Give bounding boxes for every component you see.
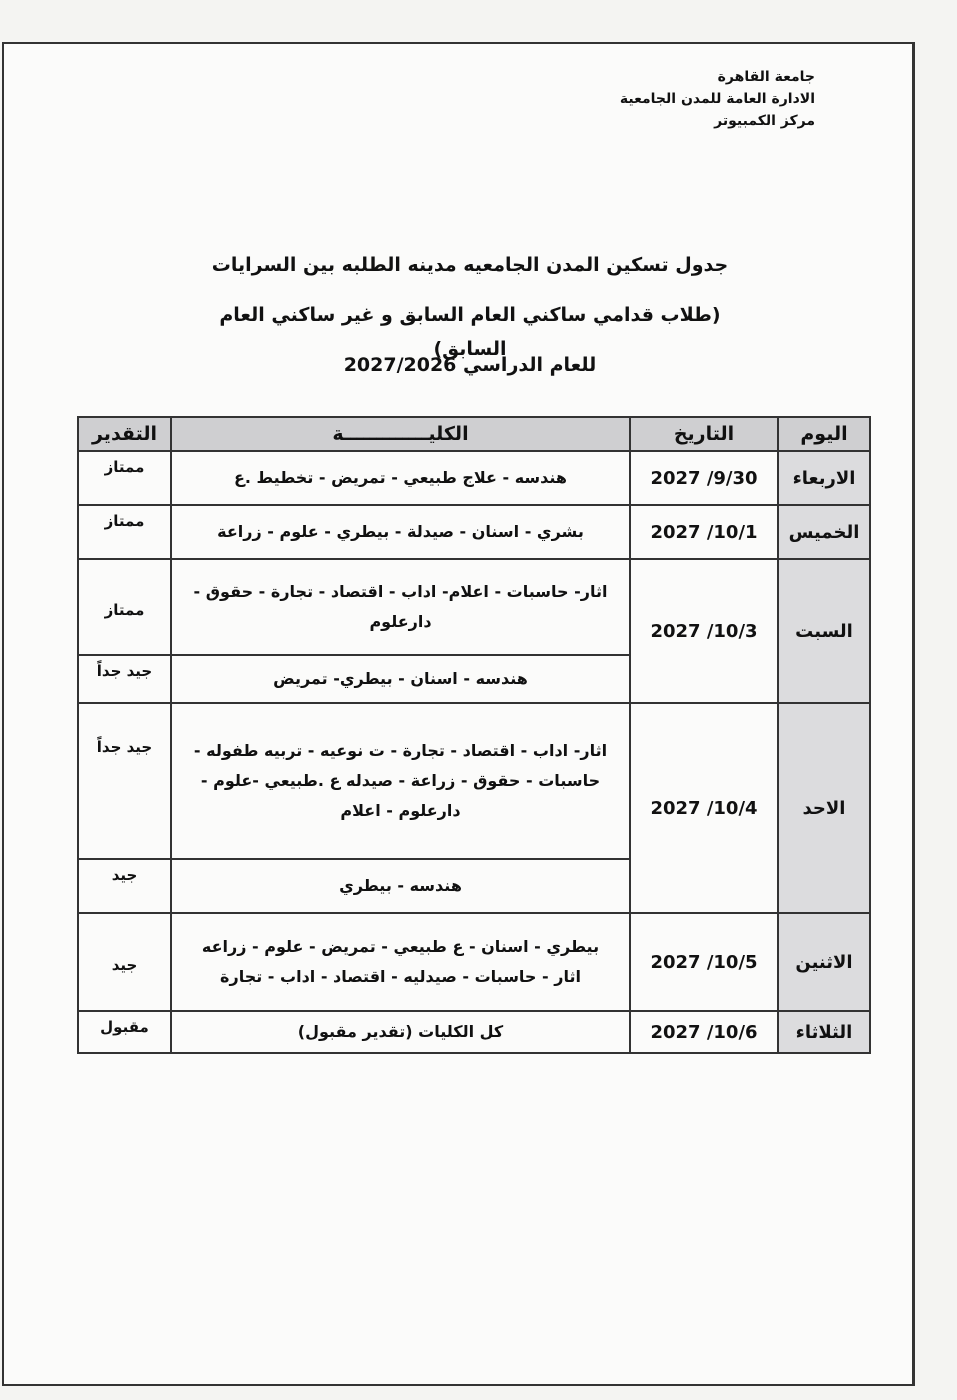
housing-schedule-table xyxy=(77,416,871,1054)
faculties-cell: هندسه - علاج طبيعي - تمريض - تخطيط .ع xyxy=(171,451,630,505)
header-date: التاريخ xyxy=(630,417,778,451)
document-title xyxy=(180,248,760,398)
day-cell: الثلاثاء xyxy=(778,1011,870,1053)
university-name: جامعة القاهرة xyxy=(717,69,815,85)
faculties-cell: هندسه - بيطري xyxy=(171,859,630,913)
date-cell: 2027 /10/3 xyxy=(630,559,778,703)
faculties-cell: اثار- حاسبات - اعلام- اداب - اقتصاد - تجارة - حقوق - دارعلوم xyxy=(171,559,630,655)
day-cell: الخميس xyxy=(778,505,870,559)
grade-cell: جيد xyxy=(78,859,171,913)
date-cell: 2027 /10/6 xyxy=(630,1011,778,1053)
faculties-cell: اثار- اداب - اقتصاد - تجارة - ت نوعيه - تربيه طفوله - حاسبات - حقوق - زراعة - صيدله ع .طبيعي -علوم - دارعلوم - اعلام xyxy=(171,703,630,859)
institution-header xyxy=(620,66,815,132)
day-cell: الاربعاء xyxy=(778,451,870,505)
table-row xyxy=(78,703,870,859)
title-line-3: للعام الدراسي 2027/2026 xyxy=(343,354,597,376)
faculties-cell: هندسه - اسنان - بيطري- تمريض xyxy=(171,655,630,703)
grade-cell: جيد جداً xyxy=(78,703,171,859)
day-cell: السبت xyxy=(778,559,870,703)
grade-cell: مقبول xyxy=(78,1011,171,1053)
table-row xyxy=(78,559,870,655)
day-cell: الاحد xyxy=(778,703,870,913)
table-header-row xyxy=(78,417,870,451)
header-grade: التقدير xyxy=(78,417,171,451)
date-cell: 2027 /10/4 xyxy=(630,703,778,913)
grade-cell: ممتاز xyxy=(78,451,171,505)
center-name: مركز الكمبيوتر xyxy=(714,113,815,129)
date-cell: 2027 /10/5 xyxy=(630,913,778,1011)
date-cell: 2027 /9/30 xyxy=(630,451,778,505)
table-row xyxy=(78,913,870,1011)
administration-name: الادارة العامة للمدن الجامعية xyxy=(619,91,815,107)
grade-cell: جيد xyxy=(78,913,171,1011)
header-faculty: الكليـــــــــــــة xyxy=(171,417,630,451)
title-line-2: (طلاب قدامي ساكني العام السابق و غير ساكني العام السابق) xyxy=(219,304,721,360)
title-line-1: جدول تسكين المدن الجامعيه مدينه الطلبه بين السرايات xyxy=(211,254,729,276)
table-row xyxy=(78,1011,870,1053)
header-day: اليوم xyxy=(778,417,870,451)
day-cell: الاثنين xyxy=(778,913,870,1011)
faculties-cell: بيطري - اسنان - ع طبيعي - تمريض - علوم - زراعه اثار - حاسبات - صيدليه - اقتصاد - اداب - تجارة xyxy=(171,913,630,1011)
faculties-cell: كل الكليات (تقدير مقبول) xyxy=(171,1011,630,1053)
date-cell: 2027 /10/1 xyxy=(630,505,778,559)
faculties-cell: بشري - اسنان - صيدلة - بيطري - علوم - زراعة xyxy=(171,505,630,559)
grade-cell: ممتاز xyxy=(78,559,171,655)
table-row xyxy=(78,451,870,505)
grade-cell: جيد جداً xyxy=(78,655,171,703)
grade-cell: ممتاز xyxy=(78,505,171,559)
table-row xyxy=(78,505,870,559)
